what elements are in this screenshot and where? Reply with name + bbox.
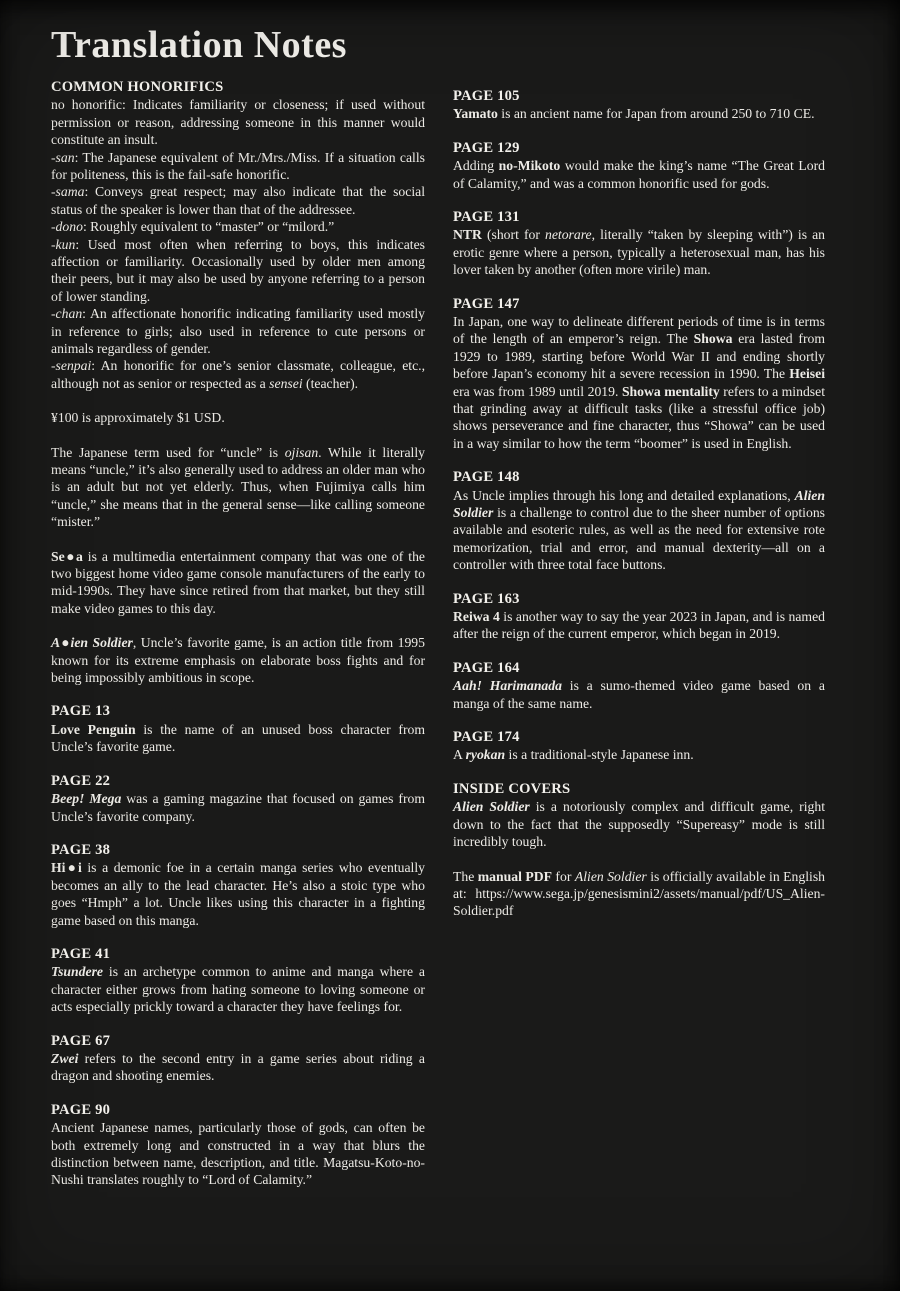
emphasized-text: -kun (51, 236, 76, 252)
section-heading: PAGE 22 (51, 772, 111, 789)
emphasized-text: Hi●i (51, 860, 82, 876)
body-text: (short for (481, 227, 545, 243)
emphasized-text: A●ien Soldier (51, 635, 133, 651)
note-paragraph (453, 105, 825, 122)
notes-column-right (453, 79, 825, 1206)
note-paragraph (453, 746, 825, 763)
body-text: is a traditional-style Japanese inn. (505, 747, 694, 763)
body-text: The (453, 868, 478, 884)
note-paragraph (51, 963, 425, 1015)
body-text: is another way to say the year 2023 in Japan, and is named after the reign of the current emperor, which began in 2019. (453, 609, 825, 642)
body-text: era was from 1989 until 2019. (453, 383, 622, 399)
emphasized-text: manual PDF (477, 868, 552, 884)
note-paragraph (453, 677, 825, 712)
body-text: refers to a mindset that grinding away at difficult tasks (like a stressful office job) shows perseverance and fine character, thus “Showa” can be used in a way similar to how the term “boomer” is used in English. (453, 383, 826, 451)
note-paragraph (51, 790, 425, 825)
note-section (51, 79, 425, 392)
emphasized-text: Yamato (453, 106, 498, 122)
note-section (51, 946, 425, 1016)
section-heading: PAGE 129 (453, 139, 520, 156)
emphasized-text: Showa mentality (621, 383, 720, 399)
note-paragraph (51, 721, 425, 756)
emphasized-text: Aah! Harimanada (453, 678, 562, 694)
emphasized-text: -dono (51, 219, 83, 235)
body-text: ¥100 is approximately $1 USD. (51, 410, 225, 426)
note-section (453, 591, 825, 643)
body-text: is an ancient name for Japan from around 250 to 710 CE. (497, 106, 815, 122)
body-text: (teacher). (302, 375, 359, 391)
emphasized-text: -senpai (51, 358, 92, 374)
note-paragraph (51, 183, 425, 218)
body-text: : An honorific for one’s senior classmate, colleague, etc., although not as senior or respected as a (51, 358, 425, 391)
body-text: is a challenge to control due to the sheer number of options available and esoteric rules, as well as the need for extensive rote memorization, trial and error, and manual dexterity—all on a controller with three total face buttons. (453, 505, 825, 573)
note-paragraph (453, 157, 825, 192)
note-section (51, 842, 425, 929)
note-paragraph (51, 1050, 425, 1085)
body-text: would make the king’s name “The Great Lord of Calamity,” and was a common honorific used for gods. (453, 158, 826, 191)
note-paragraph (51, 634, 425, 686)
note-paragraph (51, 444, 425, 531)
note-paragraph (51, 149, 425, 184)
body-text: era lasted from 1929 to 1989, starting before World War II and ending shortly before Japan’s economy hit a severe recession in 1990. The (453, 331, 825, 382)
note-section (453, 469, 825, 573)
emphasized-text: Alien Soldier (453, 487, 825, 521)
body-text: Adding (453, 158, 499, 174)
emphasized-text: Se●a (51, 548, 83, 564)
body-text: . While it literally means “uncle,” it’s also generally used to address an older man who is an adult but not yet elderly. Thus, when Fujimiya calls him “uncle,” she means that in the general sense—like calling someone “mister.” (51, 444, 425, 530)
section-heading: PAGE 164 (453, 659, 520, 676)
section-heading: PAGE 90 (51, 1101, 111, 1118)
note-paragraph (51, 96, 425, 148)
note-section (51, 703, 425, 755)
notes-column-left (51, 79, 425, 1206)
emphasized-text: ryokan (465, 747, 506, 763)
body-text: is a multimedia entertainment company that was one of the two biggest home video game console manufacturers of the early to mid-1990s. They have since retired from that market, but they still make video games to this day. (51, 548, 425, 616)
note-section (453, 140, 825, 192)
emphasized-text: NTR (453, 227, 482, 243)
body-text: As Uncle implies through his long and detailed explanations, (453, 487, 795, 503)
body-text: In Japan, one way to delineate different periods of time is in terms of the length of an emperor’s reign. The (453, 313, 825, 347)
emphasized-text: Love Penguin (51, 721, 136, 737)
note-section (453, 296, 825, 453)
note-paragraph (453, 798, 825, 850)
note-section (51, 773, 425, 825)
body-text: : An affectionate honorific indicating familiarity used mostly in reference to girls; also used in reference to cute persons or animals regardless of gender. (51, 306, 425, 356)
body-text: A (453, 747, 466, 763)
note-paragraph (51, 409, 425, 426)
note-paragraph (51, 1119, 425, 1189)
note-section (51, 444, 425, 531)
body-text: for (551, 868, 575, 884)
emphasized-text: Showa (693, 331, 733, 347)
body-text: , Uncle’s favorite game, is an action title from 1995 known for its extreme emphasis on elaborate boss fights and for being impossibly ambitious in scope. (51, 635, 425, 686)
body-text: : Roughly equivalent to “master” or “milord.” (82, 219, 335, 235)
page-title: Translation Notes (51, 24, 347, 66)
body-text: is a notoriously complex and difficult game, right down to the fact that the supposedly “Supereasy” mode is still incredibly tough. (453, 799, 826, 850)
note-section (453, 781, 825, 851)
emphasized-text: no-Mikoto (498, 158, 561, 174)
notes-columns (51, 79, 825, 1206)
emphasized-text: Alien Soldier (574, 868, 647, 884)
note-section (453, 209, 825, 279)
note-section (453, 729, 825, 764)
emphasized-text: Reiwa 4 (453, 609, 500, 625)
body-text: Ancient Japanese names, particularly those of gods, can often be both extremely long and constructed in a way that blurs the distinction between name, description, and title. Magatsu-Koto-no-Nushi translates roughly to “Lord of Calamity.” (51, 1120, 425, 1188)
body-text: : Used most often when referring to boys, this indicates affection or familiarity. Occasionally used by older men among their peers, but it may also be used by anyone referring to a person of lower standing. (51, 236, 425, 304)
note-section (51, 634, 425, 686)
section-heading: PAGE 131 (453, 208, 520, 225)
body-text: is a sumo-themed video game based on a manga of the same name. (453, 678, 825, 711)
note-section (51, 548, 425, 618)
body-text: is officially available in English at: https://www.sega.jp/genesismini2/assets/manual/pdf/US_Alien-Soldier.pdf (453, 868, 825, 919)
note-paragraph (51, 859, 425, 929)
body-text: is an archetype common to anime and manga where a character either grows from hating someone to loving someone or acts especially prickly toward a character they have feelings for. (51, 964, 425, 1015)
section-heading: PAGE 41 (51, 945, 111, 962)
note-paragraph (51, 236, 425, 306)
body-text: The Japanese term used for “uncle” is (51, 444, 285, 460)
note-section (453, 868, 825, 920)
section-heading: COMMON HONORIFICS (51, 78, 224, 95)
section-heading: PAGE 174 (453, 729, 520, 746)
emphasized-text: Beep! Mega (51, 791, 122, 807)
emphasized-text: -chan (51, 306, 83, 322)
emphasized-text: -san (51, 149, 75, 165)
note-section (51, 1102, 425, 1189)
note-paragraph (51, 357, 425, 392)
section-heading: PAGE 105 (453, 87, 520, 104)
note-paragraph (51, 305, 425, 357)
emphasized-text: Alien Soldier (453, 799, 530, 815)
body-text: is a demonic foe in a certain manga series who eventually becomes an ally to the lead character. He’s also a stoic type who goes “Hmph” a lot. Uncle likes using this character in a fighting game based on this manga. (51, 860, 425, 928)
section-heading: INSIDE COVERS (453, 780, 571, 797)
note-paragraph (453, 608, 825, 643)
emphasized-text: Zwei (51, 1050, 79, 1066)
emphasized-text: ojisan (284, 444, 319, 460)
section-heading: PAGE 13 (51, 703, 111, 720)
note-paragraph (453, 868, 825, 920)
body-text: : The Japanese equivalent of Mr./Mrs./Miss. If a situation calls for politeness, this is the fail-safe honorific. (51, 149, 425, 182)
section-heading: PAGE 163 (453, 590, 520, 607)
note-section (453, 88, 825, 123)
section-heading: PAGE 148 (453, 469, 520, 486)
section-heading: PAGE 38 (51, 841, 111, 858)
body-text: was a gaming magazine that focused on games from Uncle’s favorite company. (51, 791, 425, 824)
body-text: : Conveys great respect; may also indicate that the social status of the speaker is lower than that of the addressee. (51, 184, 425, 217)
note-paragraph (51, 548, 425, 618)
note-section (453, 660, 825, 712)
body-text: no honorific: Indicates familiarity or closeness; if used without permission or reason, addressing someone in this manner would constitute an insult. (51, 97, 425, 148)
note-paragraph (453, 313, 825, 452)
body-text: refers to the second entry in a game series about riding a dragon and shooting enemies. (51, 1050, 425, 1084)
emphasized-text: netorare (544, 227, 592, 243)
note-paragraph (453, 487, 825, 574)
note-paragraph (51, 218, 425, 235)
emphasized-text: Heisei (789, 366, 825, 382)
body-text: , literally “taken by sleeping with”) is an erotic genre where a person, typically a heterosexual man, has his lover taken by another (often more virile) man. (453, 227, 825, 278)
emphasized-text: Tsundere (51, 964, 103, 980)
section-heading: PAGE 147 (453, 295, 520, 312)
note-section (51, 1033, 425, 1085)
body-text: is the name of an unused boss character from Uncle’s favorite game. (51, 721, 425, 755)
section-heading: PAGE 67 (51, 1032, 111, 1049)
note-paragraph (453, 226, 825, 278)
note-section (51, 409, 425, 426)
emphasized-text: sensei (269, 375, 303, 391)
emphasized-text: -sama (51, 184, 85, 200)
